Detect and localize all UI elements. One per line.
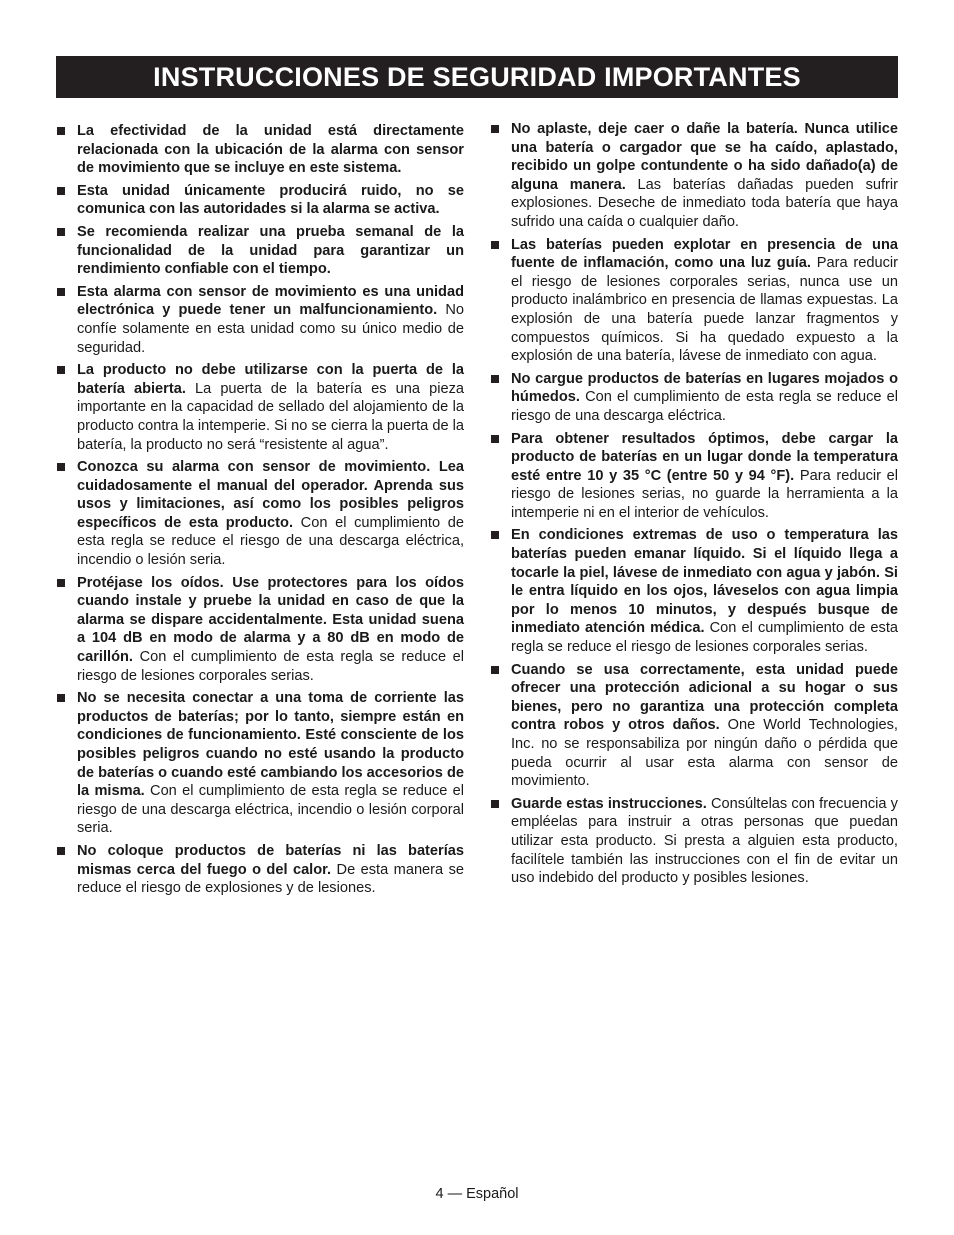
item-bold-text: Protéjase los oídos. Use protectores para los oídos cuando instale y pruebe la unidad en caso de que la alarma se dispare accidentalmente. Esta unidad suena a 104 dB en modo de alarma y a 80 dB en modo de carillón.	[77, 574, 464, 666]
item-body-text: Para reducir el riesgo de lesiones corporales serias, nunca use un producto inalámbrico en presencia de llamas expuestas. La explosión de una batería puede lanzar fragmentos y compuestos químicos. Si ha quedado expuesto a la explosión de una batería, lávese de inmediato con agua.	[511, 255, 898, 365]
item-bold-text: Esta alarma con sensor de movimiento es una unidad electrónica y puede tener un malfuncionamiento.	[77, 283, 464, 319]
square-bullet-icon	[57, 127, 65, 135]
square-bullet-icon	[57, 579, 65, 587]
item-bold-text: No aplaste, deje caer o dañe la batería. Nunca utilice una batería o cargador que se ha caído, aplastado, recibido un golpe contundente o ha sido dañado(a) de alguna manera.	[511, 121, 898, 193]
square-bullet-icon	[491, 435, 499, 443]
square-bullet-icon	[491, 666, 499, 674]
list-item	[490, 526, 898, 656]
item-bold-text: Se recomienda realizar una prueba semanal de la funcionalidad de la unidad para garantizar un rendimiento confiable con el tiempo.	[77, 223, 464, 278]
item-bold-text: Conozca su alarma con sensor de movimiento. Lea cuidadosamente el manual del operador. Aprenda sus usos y limitaciones, así como los posibles peligros específicos de esta producto.	[77, 459, 464, 531]
item-body-text: La puerta de la batería es una pieza importante en la capacidad de sellado del alojamiento de la producto contra la intemperie. Si no se cierra la puerta de la batería, la producto no será “resistente al agua”.	[77, 380, 464, 453]
right-list	[490, 120, 898, 888]
item-bold-text: Para obtener resultados óptimos, debe cargar la producto de baterías en un lugar donde la temperatura esté entre 10 y 35 °C (entre 50 y 94 °F).	[511, 430, 898, 484]
item-body-text: Consúltelas con frecuencia y empléelas para instruir a otras personas que puedan utilizar esta producto. Si presta a alguien esta producto, facilítele también las instrucciones con el fin de evitar un uso indebido del producto y posibles lesiones.	[511, 795, 898, 887]
left-column	[56, 122, 464, 902]
item-bold-text: Cuando se usa correctamente, esta unidad puede ofrecer una protección adicional a su hogar o sus bienes, pero no garantiza una protección completa contra robos y otros daños.	[511, 661, 898, 734]
item-bold-text: No cargue productos de baterías en lugares mojados o húmedos.	[511, 370, 898, 406]
item-body-text: Las baterías dañadas pueden sufrir explosiones. Deseche de inmediato toda batería que haya sufrido una caída o cualquier daño.	[511, 176, 898, 230]
left-list	[56, 122, 464, 898]
list-item	[490, 236, 898, 366]
item-bold-text: Las baterías pueden explotar en presencia de una fuente de inflamación, como una luz guía.	[511, 236, 898, 272]
list-item	[56, 283, 464, 357]
list-item	[56, 182, 464, 219]
item-bold-text: Esta unidad únicamente producirá ruido, no se comunica con las autoridades si la alarma se activa.	[77, 182, 464, 218]
list-item	[56, 689, 464, 838]
item-body-text: Con el cumplimiento de esta regla se reduce el riesgo de lesiones corporales serias.	[511, 620, 899, 656]
item-body-text: Con el cumplimiento de esta regla se reduce el riesgo de una descarga eléctrica, incendio o lesión corporal seria.	[77, 783, 464, 837]
square-bullet-icon	[491, 531, 499, 539]
list-item	[56, 574, 464, 686]
item-bold-text: No se necesita conectar a una toma de corriente las productos de baterías; por lo tanto, siempre están en condiciones de funcionamiento. Esté consciente de los posibles peligros cuando no esté usando la producto de baterías o cuando esté cambiando los accesorios de la misma.	[77, 690, 464, 800]
square-bullet-icon	[491, 241, 499, 249]
title-bar	[56, 56, 898, 98]
item-body-text: Con el cumplimiento de esta regla se reduce el riesgo de una descarga eléctrica, incendio o lesión seria.	[77, 514, 464, 569]
page-title: INSTRUCCIONES DE SEGURIDAD IMPORTANTES	[153, 61, 801, 92]
item-bold-text: La producto no debe utilizarse con la puerta de la batería abierta.	[77, 362, 464, 397]
square-bullet-icon	[57, 463, 65, 471]
item-body-text: Para reducir el riesgo de lesiones serias, no guarde la herramienta a la intemperie ni en el interior de vehículos.	[511, 467, 898, 521]
square-bullet-icon	[57, 228, 65, 236]
item-body-text: Con el cumplimiento de esta regla se reduce el riesgo de una descarga eléctrica.	[511, 389, 899, 424]
list-item	[490, 430, 898, 523]
square-bullet-icon	[491, 375, 499, 383]
list-item	[490, 795, 898, 888]
list-item	[56, 842, 464, 898]
square-bullet-icon	[57, 847, 65, 855]
item-body-text: No confíe solamente en esta unidad como su único medio de seguridad.	[77, 302, 464, 356]
square-bullet-icon	[491, 125, 499, 133]
list-item	[490, 370, 898, 426]
list-item	[490, 661, 898, 791]
square-bullet-icon	[491, 800, 499, 808]
square-bullet-icon	[57, 366, 65, 374]
list-item	[56, 122, 464, 178]
square-bullet-icon	[57, 694, 65, 702]
list-item	[56, 361, 464, 454]
item-body-text: One World Technologies, Inc. no se responsabiliza por ningún daño o pérdida que pueda ocurrir al usar esta alarma con sensor de movimiento.	[511, 717, 898, 790]
page-footer: 4 — Español	[435, 1186, 519, 1202]
square-bullet-icon	[57, 187, 65, 195]
list-item	[56, 223, 464, 279]
list-item	[490, 120, 898, 232]
item-body-text: De esta manera se reduce el riesgo de explosiones y de lesiones.	[77, 861, 465, 897]
square-bullet-icon	[57, 288, 65, 296]
item-bold-text: No coloque productos de baterías ni las baterías mismas cerca del fuego o del calor.	[77, 842, 464, 878]
item-bold-text: La efectividad de la unidad está directamente relacionada con la ubicación de la alarma con sensor de movimiento que se incluye en este sistema.	[77, 123, 464, 177]
list-item	[56, 458, 464, 570]
item-bold-text: En condiciones extremas de uso o temperatura las baterías pueden emanar líquido. Si el líquido llega a tocarle la piel, lávese de inmediato con agua y jabón. Si le entra líquido en los ojos, láveselos con agua limpia por lo menos 10 minutos, y después busque de inmediato atención médica.	[511, 527, 898, 637]
right-column	[490, 120, 898, 892]
item-bold-text: Guarde estas instrucciones.	[511, 795, 707, 812]
item-body-text: Con el cumplimiento de esta regla se reduce el riesgo de lesiones corporales serias.	[77, 649, 465, 684]
